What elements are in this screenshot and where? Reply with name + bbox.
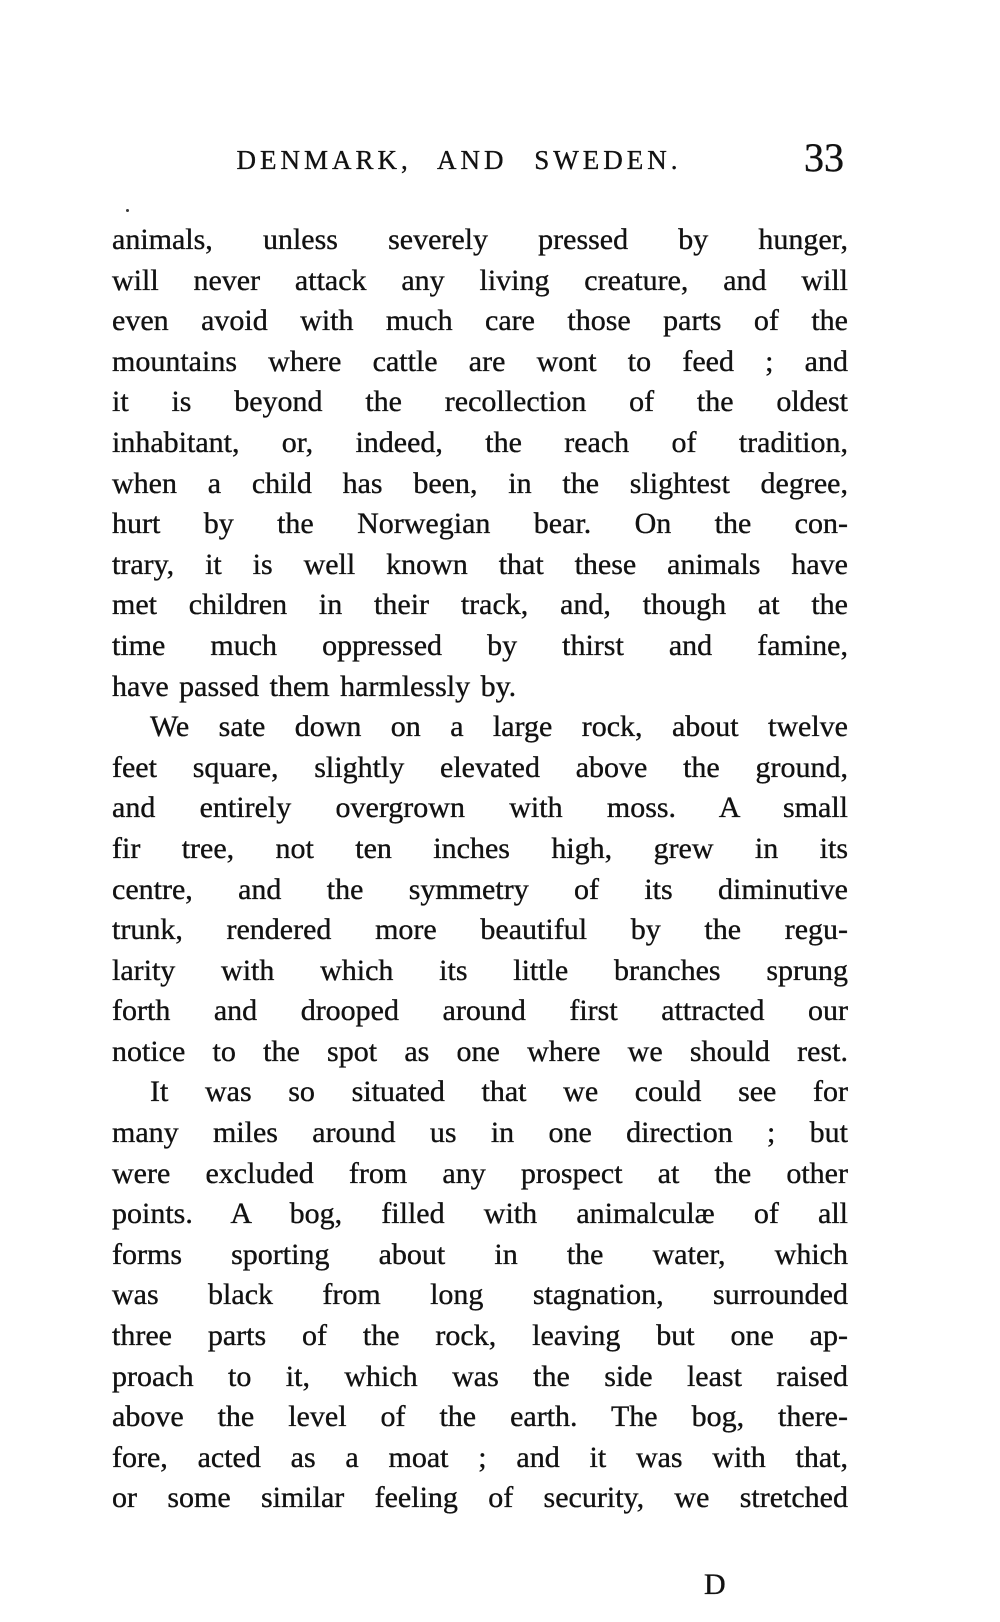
text-line: fir tree, not ten inches high, grew in its [112, 831, 848, 865]
text-line: three parts of the rock, leaving but one ap- [112, 1319, 848, 1353]
text-line: it is beyond the recollection of the oldest [112, 385, 848, 419]
text-line: notice to the spot as one where we should rest. [112, 1034, 848, 1068]
text-line: animals, unless severely pressed by hunger, [112, 223, 848, 256]
text-line: or some similar feeling of security, we stretched [112, 1481, 848, 1515]
text-line: points. A bog, filled with animalculæ of all [112, 1197, 848, 1231]
text-line: It was so situated that we could see for [150, 1075, 848, 1109]
text-line: when a child has been, in the slightest degree, [112, 466, 848, 500]
page-header [112, 135, 848, 184]
text-line: were excluded from any prospect at the other [112, 1156, 848, 1190]
text-line: We sate down on a large rock, about twelve [150, 710, 848, 744]
text-line: was black from long stagnation, surrounded [112, 1278, 848, 1312]
text-line: trary, it is well known that these animals have [112, 547, 848, 581]
text-line: inhabitant, or, indeed, the reach of tradition, [112, 425, 848, 459]
text-line: fore, acted as a moat ; and it was with that, [112, 1440, 848, 1474]
text-line: larity with which its little branches sprung [112, 953, 848, 987]
text-line: and entirely overgrown with moss. A small [112, 791, 848, 825]
text-line: met children in their track, and, though at the [112, 588, 848, 622]
text-line: even avoid with much care those parts of the [112, 304, 848, 338]
text-line: trunk, rendered more beautiful by the regu- [112, 913, 848, 947]
running-title: DENMARK, AND SWEDEN. [236, 145, 682, 175]
text-line: mountains where cattle are wont to feed ; and [112, 344, 848, 378]
text-line: centre, and the symmetry of its diminutive [112, 872, 848, 906]
text-line: will never attack any living creature, and will [112, 263, 848, 297]
body-text [112, 220, 848, 1519]
text-line: above the level of the earth. The bog, there- [112, 1400, 848, 1434]
text-line: hurt by the Norwegian bear. On the con- [112, 507, 848, 541]
text-line: forms sporting about in the water, which [112, 1237, 848, 1271]
text-line: many miles around us in one direction ; but [112, 1116, 848, 1150]
text-line: feet square, slightly elevated above the ground, [112, 750, 848, 784]
page-number: 33 [804, 135, 844, 180]
print-speck [126, 209, 129, 212]
text-line: time much oppressed by thirst and famine, [112, 628, 848, 662]
signature-mark: D [704, 1568, 726, 1601]
text-line: forth and drooped around first attracted our [112, 994, 848, 1028]
text-line: proach to it, which was the side least raised [112, 1359, 848, 1393]
text-line: have passed them harmlessly by. [112, 669, 517, 703]
